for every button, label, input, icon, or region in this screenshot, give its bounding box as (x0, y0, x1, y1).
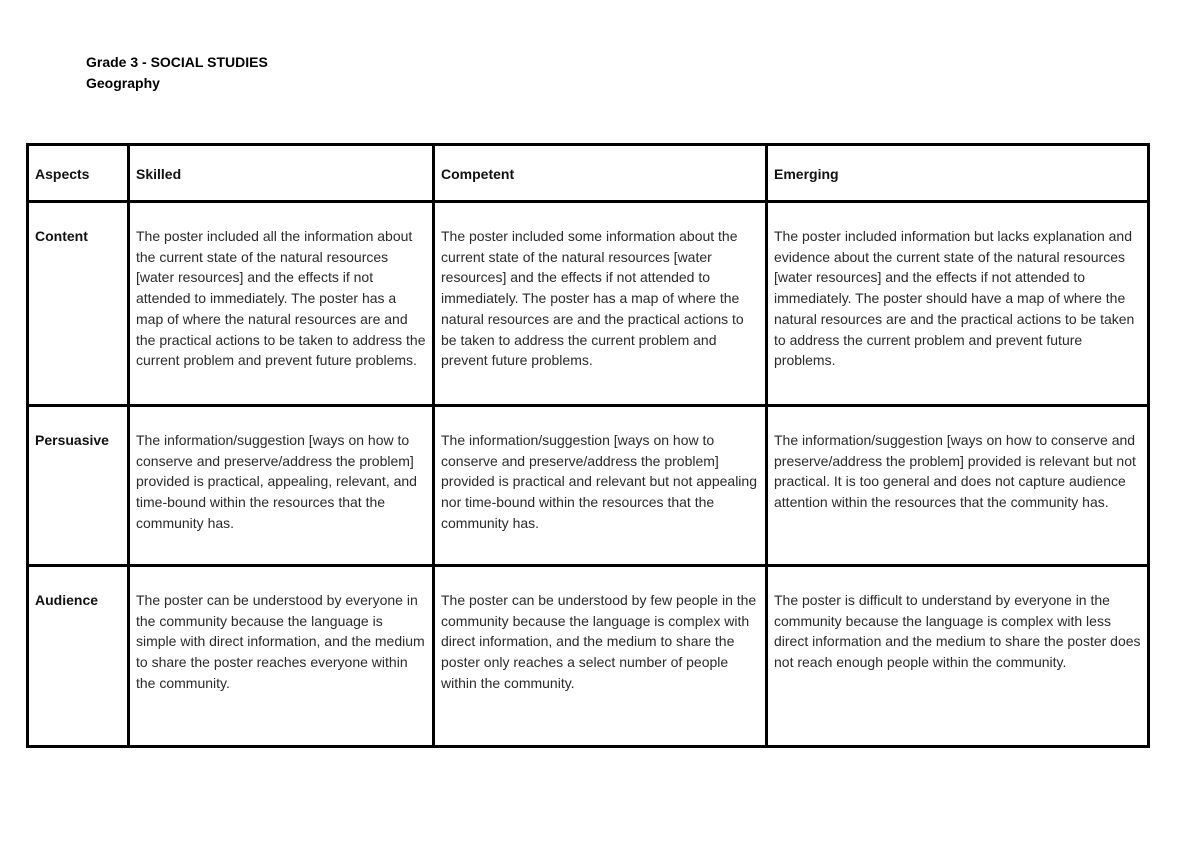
document-title: Grade 3 - SOCIAL STUDIES (86, 54, 268, 70)
column-header-competent: Competent (434, 145, 767, 202)
table-row (28, 566, 1149, 747)
competent-cell: The poster included some information about the current state of the natural resources [water resources] and the effects if not attended to immediately. The poster has a map of where the natural resources are and the practical actions to be taken to address the current problem and prevent future problems. (434, 202, 767, 406)
rubric-table (26, 143, 1150, 748)
aspect-cell: Audience (28, 566, 129, 747)
column-header-aspects: Aspects (28, 145, 129, 202)
document-subtitle: Geography (86, 75, 160, 91)
skilled-cell: The poster can be understood by everyone in the community because the language is simple with direct information, and the medium to share the poster reaches everyone within the community. (129, 566, 434, 747)
table-row (28, 406, 1149, 566)
emerging-cell: The information/suggestion [ways on how to conserve and preserve/address the problem] provided is relevant but not practical. It is too general and does not capture audience attention within the resources that the community has. (767, 406, 1149, 566)
document-header (86, 52, 268, 94)
competent-cell: The poster can be understood by few people in the community because the language is complex with direct information, and the medium to share the poster only reaches a select number of people within the community. (434, 566, 767, 747)
skilled-cell: The poster included all the information about the current state of the natural resources [water resources] and the effects if not attended to immediately. The poster has a map of where the natural resources are and the practical actions to be taken to address the current problem and prevent future problems. (129, 202, 434, 406)
column-header-skilled: Skilled (129, 145, 434, 202)
table-row (28, 202, 1149, 406)
aspect-cell: Content (28, 202, 129, 406)
competent-cell: The information/suggestion [ways on how to conserve and preserve/address the problem] provided is practical and relevant but not appealing nor time-bound within the resources that the community has. (434, 406, 767, 566)
emerging-cell: The poster included information but lacks explanation and evidence about the current state of the natural resources [water resources] and the effects if not attended to immediately. The poster should have a map of where the natural resources are and the practical actions to be taken to address the current problem and prevent future problems. (767, 202, 1149, 406)
emerging-cell: The poster is difficult to understand by everyone in the community because the language is complex with less direct information and the medium to share the poster does not reach enough people within the community. (767, 566, 1149, 747)
table-header-row (28, 145, 1149, 202)
column-header-emerging: Emerging (767, 145, 1149, 202)
aspect-cell: Persuasive (28, 406, 129, 566)
skilled-cell: The information/suggestion [ways on how to conserve and preserve/address the problem] provided is practical, appealing, relevant, and time-bound within the resources that the community has. (129, 406, 434, 566)
